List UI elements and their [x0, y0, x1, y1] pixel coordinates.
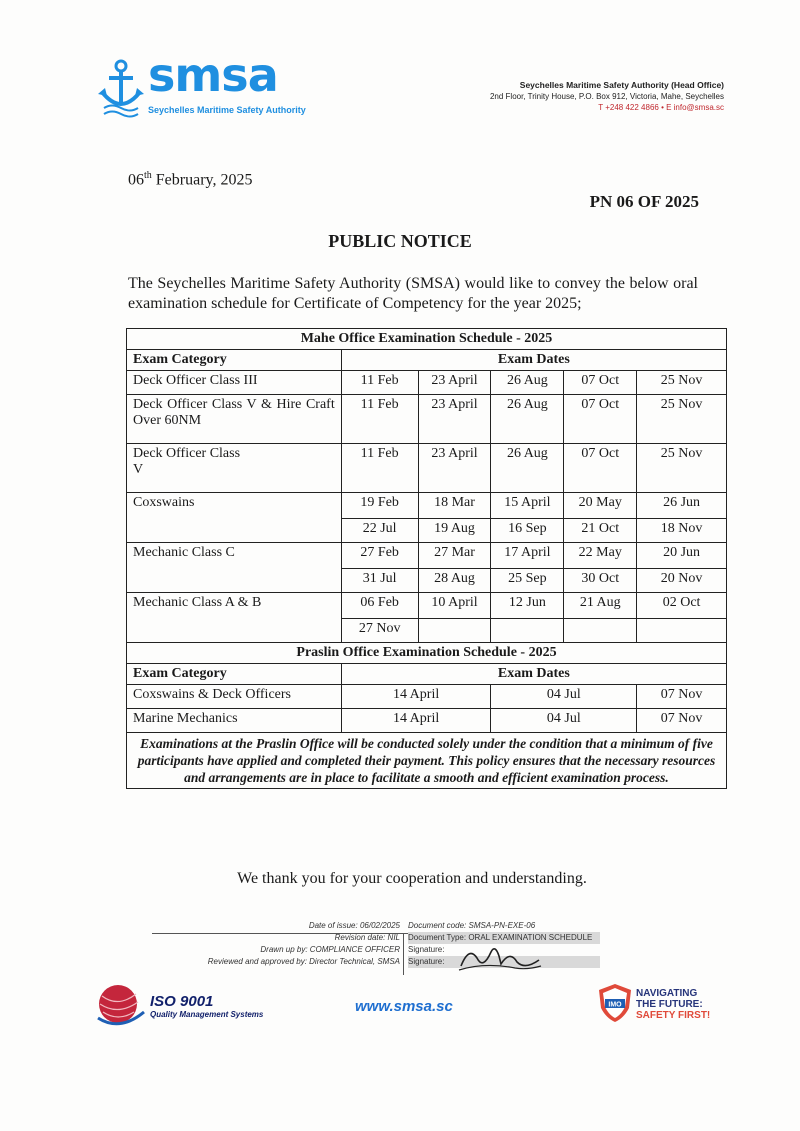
date-cell: 25 Nov [637, 371, 727, 395]
category-cell: Mechanic Class C [127, 543, 342, 593]
date-cell: 25 Nov [637, 395, 727, 444]
date-cell: 26 Aug [491, 444, 564, 493]
praslin-section-title: Praslin Office Examination Schedule - 2025 [127, 643, 727, 664]
category-cell: Deck Officer Class III [127, 371, 342, 395]
thanks-message: We thank you for your cooperation and understanding. [237, 870, 587, 887]
drawn-up-by: Drawn up by: COMPLIANCE OFFICER [260, 945, 400, 954]
date-cell: 27 Mar [418, 543, 491, 569]
date-cell: 30 Oct [564, 569, 637, 593]
praslin-condition-note: Examinations at the Praslin Office will be conducted solely under the condition that a minimum of five participants have applied and completed their payment. This policy ensures that the necessary resources and arrangements are in place to facilitate a smooth and efficient examination process. [127, 733, 727, 789]
date-cell: 22 Jul [341, 519, 418, 543]
date-cell: 11 Feb [341, 444, 418, 493]
smsa-logo [96, 48, 316, 122]
date-cell: 04 Jul [491, 685, 637, 709]
revision-date: Revision date: NIL [334, 933, 400, 942]
date-cell: 14 April [341, 685, 491, 709]
date-cell: 25 Sep [491, 569, 564, 593]
date-cell: 31 Jul [341, 569, 418, 593]
date-cell: 21 Aug [564, 593, 637, 619]
date-cell [637, 619, 727, 643]
org-address: 2nd Floor, Trinity House, P.O. Box 912, Victoria, Mahe, Seychelles [489, 92, 724, 101]
anchor-icon [96, 58, 146, 120]
exam-schedule-table [126, 328, 727, 789]
intro-paragraph: The Seychelles Maritime Safety Authority (SMSA) would like to convey the below oral examination schedule for Certificate of Competency for the year 2025; [128, 275, 698, 312]
date-cell: 11 Feb [341, 395, 418, 444]
praslin-col-dates: Exam Dates [341, 664, 726, 685]
date-cell: 21 Oct [564, 519, 637, 543]
date-suffix: th [144, 170, 152, 181]
date-cell: 19 Aug [418, 519, 491, 543]
date-cell: 18 Mar [418, 493, 491, 519]
date-cell: 11 Feb [341, 371, 418, 395]
date-cell: 18 Nov [637, 519, 727, 543]
slogan-line-3: SAFETY FIRST! [636, 1010, 711, 1021]
date-cell: 27 Feb [341, 543, 418, 569]
iso-globe-icon [94, 982, 146, 1030]
notice-number: PN 06 OF 2025 [589, 192, 699, 211]
table-row [127, 371, 727, 395]
footer-issue-info [208, 920, 400, 968]
table-row [127, 395, 727, 444]
slogan-line-1: NAVIGATING [636, 988, 698, 999]
safety-slogan [636, 988, 710, 1021]
date-cell: 14 April [341, 709, 491, 733]
date-cell: 16 Sep [491, 519, 564, 543]
date-cell: 10 April [418, 593, 491, 619]
category-cell: Deck Officer Class V & Hire Craft Over 60NM [127, 395, 342, 444]
date-cell: 22 May [564, 543, 637, 569]
signature-line-1: Signature: [408, 945, 445, 954]
date-cell: 19 Feb [341, 493, 418, 519]
category-cell: Coxswains [127, 493, 342, 543]
category-cell: Marine Mechanics [127, 709, 342, 733]
table-row [127, 493, 727, 519]
note-row [127, 733, 727, 789]
page-title: PUBLIC NOTICE [328, 231, 472, 251]
date-cell: 02 Oct [637, 593, 727, 619]
date-cell: 07 Nov [637, 709, 727, 733]
reviewed-by: Reviewed and approved by: Director Technical, SMSA [207, 957, 400, 966]
mahe-col-dates: Exam Dates [341, 350, 726, 371]
praslin-header-row [127, 664, 727, 685]
date-of-issue: Date of issue: 06/02/2025 [308, 921, 400, 930]
mahe-section-title: Mahe Office Examination Schedule - 2025 [127, 329, 727, 350]
date-cell: 07 Oct [564, 395, 637, 444]
mahe-col-category: Exam Category [127, 350, 342, 371]
date-cell: 17 April [491, 543, 564, 569]
iso-title: ISO 9001 [150, 993, 214, 1010]
document-type: Document Type: ORAL EXAMINATION SCHEDULE [408, 932, 600, 944]
date-day: 06 [128, 171, 144, 189]
date-cell [418, 619, 491, 643]
praslin-col-category: Exam Category [127, 664, 342, 685]
date-cell: 26 Jun [637, 493, 727, 519]
website-link[interactable]: www.smsa.sc [355, 998, 453, 1015]
date-cell: 26 Aug [491, 371, 564, 395]
date-cell: 25 Nov [637, 444, 727, 493]
org-contact: T +248 422 4866 • E info@smsa.sc [598, 103, 724, 112]
date-cell: 23 April [418, 371, 491, 395]
table-row [127, 444, 727, 493]
table-row [127, 685, 727, 709]
logo-subtitle: Seychelles Maritime Safety Authority [148, 105, 306, 115]
category-cell: Mechanic Class A & B [127, 593, 342, 643]
org-name: Seychelles Maritime Safety Authority (Head Office) [519, 80, 724, 90]
footer-vertical-divider [403, 933, 404, 975]
date-cell: 04 Jul [491, 709, 637, 733]
category-cell: Deck Officer Class V [127, 444, 342, 493]
date-cell: 07 Oct [564, 444, 637, 493]
date-cell: 06 Feb [341, 593, 418, 619]
mahe-section-title-row [127, 329, 727, 350]
category-cell: Coxswains & Deck Officers [127, 685, 342, 709]
date-cell: 26 Aug [491, 395, 564, 444]
date-cell: 20 Jun [637, 543, 727, 569]
mahe-header-row [127, 350, 727, 371]
document-code: Document code: SMSA-PN-EXE-06 [408, 921, 536, 930]
header-contact-block [490, 80, 724, 113]
date-cell: 12 Jun [491, 593, 564, 619]
praslin-section-title-row [127, 643, 727, 664]
table-row [127, 709, 727, 733]
date-cell: 07 Nov [637, 685, 727, 709]
iso-badge [150, 993, 263, 1019]
date-cell: 28 Aug [418, 569, 491, 593]
handwritten-signature [455, 940, 545, 978]
date-cell: 27 Nov [341, 619, 418, 643]
slogan-line-2: THE FUTURE: [636, 999, 703, 1010]
imo-label: IMO [608, 1001, 622, 1009]
notice-date [128, 170, 253, 189]
date-cell [564, 619, 637, 643]
date-cell: 07 Oct [564, 371, 637, 395]
imo-shield-icon [596, 982, 634, 1024]
table-row [127, 543, 727, 569]
date-cell: 23 April [418, 444, 491, 493]
date-cell: 15 April [491, 493, 564, 519]
date-cell [491, 619, 564, 643]
date-cell: 20 May [564, 493, 637, 519]
logo-wordmark: smsa [148, 48, 278, 102]
table-row [127, 593, 727, 619]
date-rest: February, 2025 [151, 171, 253, 189]
iso-subtitle: Quality Management Systems [150, 1010, 264, 1019]
date-cell: 23 April [418, 395, 491, 444]
signature-line-2: Signature: [408, 956, 600, 968]
date-cell: 20 Nov [637, 569, 727, 593]
